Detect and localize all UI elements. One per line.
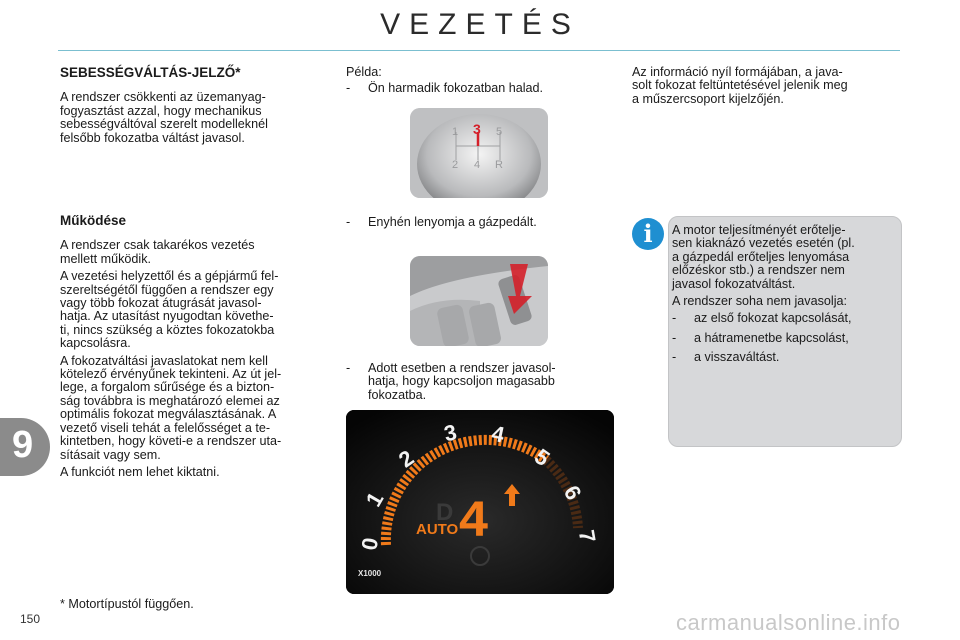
subsection-heading: Működése: [60, 213, 127, 228]
text-line: a műszercsoport kijelzőjén.: [632, 91, 784, 106]
text-line: a gázpedál erőteljes lenyomása: [672, 249, 850, 264]
text-line: ság továbbra is meghatározó elemei az: [60, 393, 280, 408]
text-line: A rendszer csökkenti az üzemanyag-: [60, 90, 266, 105]
middle-column-bottom: [346, 362, 614, 402]
bullet-dash: -: [346, 215, 351, 229]
header-rule: [58, 50, 900, 51]
list-item: [672, 332, 894, 345]
never-label: A rendszer soha nem javasolja:: [672, 294, 848, 309]
paragraph-4: A funkciót nem lehet kiktatni.: [60, 464, 220, 479]
list-item: [346, 362, 614, 402]
gear-label-2: 2: [452, 159, 459, 171]
chapter-number: 9: [12, 424, 34, 466]
middle-column-top: [346, 66, 614, 96]
list-item-text: [368, 362, 614, 402]
list-item-text: a visszaváltást.: [694, 350, 780, 365]
text-line: kapcsolásra.: [60, 336, 131, 351]
text-line: javasol fokozatváltást.: [672, 276, 796, 291]
tach-tick-2: 2: [393, 444, 419, 473]
text-line: vezető viseli tehát a felelősséget a te-: [60, 420, 271, 435]
text-line: fogyasztást azzal, hogy mechanikus: [60, 103, 262, 118]
gear-label-5: 5: [496, 126, 503, 138]
info-box-paragraph: [672, 224, 894, 291]
text-line: sításait vagy sem.: [60, 447, 161, 462]
right-column-intro: [632, 66, 900, 110]
text-line: sebességváltóval szerelt modelleknél: [60, 117, 268, 132]
mode-letter: D: [436, 499, 454, 526]
list-item: [672, 312, 894, 325]
gear-knob-image: [410, 108, 548, 198]
chapter-tab[interactable]: [0, 418, 50, 476]
tach-tick-7: 7: [573, 528, 601, 545]
list-item-text: Ön harmadik fokozatban halad.: [368, 81, 544, 96]
tach-tick-4: 4: [489, 420, 507, 448]
text-line: optimális fokozat megválasztásának. A: [60, 407, 277, 422]
text-line: A vezetési helyzettől és a gépjármű fel-: [60, 269, 279, 284]
list-item-text: Enyhén lenyomja a gázpedált.: [368, 215, 537, 229]
text-line: hatja, hogy kapcsoljon magasabb: [368, 374, 555, 389]
page-title: VEZETÉS: [380, 8, 580, 41]
text-line: hatja. Az utasítást nyugodtan követhe-: [60, 309, 274, 324]
intro-paragraph: [60, 91, 327, 145]
gear-label-1: 1: [452, 126, 459, 138]
text-line: lege, a forgalom sűrűsége és a bizton-: [60, 380, 275, 395]
info-box-content: [672, 224, 894, 365]
pedals-image: [410, 256, 548, 346]
text-line: előzéskor stb.) a rendszer nem: [672, 263, 845, 278]
text-line: A rendszer csak takarékos vezetés: [60, 238, 255, 253]
list-item: [346, 82, 614, 95]
text-line: sen kiaknázó vezetés esetén (pl.: [672, 236, 855, 251]
page-number: 150: [20, 612, 41, 626]
text-line: mellett működik.: [60, 251, 151, 266]
gear-label-3: 3: [473, 121, 481, 137]
gear-label-4: 4: [474, 159, 481, 171]
tach-tick-6: 6: [558, 481, 587, 505]
info-icon: i: [632, 218, 664, 250]
list-item-text: az első fokozat kapcsolását,: [694, 311, 852, 326]
instrument-cluster-image: [346, 410, 614, 594]
tach-tick-1: 1: [360, 487, 389, 511]
paragraph-3: [60, 355, 327, 462]
info-paragraph: [632, 66, 900, 106]
tach-tick-0: 0: [356, 535, 384, 553]
middle-column-mid: [346, 216, 614, 229]
current-gear-display: 4: [458, 493, 490, 552]
tach-tick-5: 5: [529, 443, 555, 472]
text-line: fokozatba.: [368, 387, 427, 402]
left-column-operation: [60, 214, 327, 483]
text-line: kötelező érvényűnek tekinteni. Az út jel-: [60, 367, 282, 382]
tach-tick-3: 3: [441, 419, 459, 447]
text-line: ti, nincs szükség a köztes fokozatokba: [60, 322, 275, 337]
list-item-text: a hátramenetbe kapcsolást,: [694, 330, 849, 345]
gear-label-r: R: [495, 159, 503, 171]
text-line: A motor teljesítményét erőtelje-: [672, 223, 846, 237]
text-line: A fokozatváltási javaslatokat nem kell: [60, 353, 268, 368]
mode-label: AUTO: [416, 521, 459, 538]
text-line: Adott esetben a rendszer javasol-: [368, 361, 556, 375]
bullet-dash: -: [346, 81, 351, 96]
text-line: kintetben, hogy követi-e a rendszer uta-: [60, 434, 282, 449]
bullet-dash: -: [346, 361, 351, 375]
bullet-dash: -: [672, 350, 677, 365]
watermark: carmanualsonline.info: [676, 610, 901, 635]
tach-multiplier: X1000: [358, 569, 382, 578]
paragraph-2: [60, 270, 327, 350]
left-column: [60, 66, 327, 149]
text-line: solt fokozat feltüntetésével jelenik meg: [632, 78, 848, 93]
footnote: * Motortípustól függően.: [60, 597, 194, 611]
text-line: felsőbb fokozatba váltást javasol.: [60, 130, 245, 145]
paragraph-1: [60, 239, 327, 266]
text-line: vagy több fokozat átugrását javasol-: [60, 296, 262, 311]
bullet-dash: -: [672, 311, 677, 326]
list-item: [672, 351, 894, 364]
bullet-dash: -: [672, 330, 677, 345]
list-item: [346, 216, 614, 229]
example-label: Példa:: [346, 65, 382, 79]
text-line: szereltségétől függően a rendszer egy: [60, 282, 274, 297]
text-line: Az információ nyíl formájában, a java-: [632, 65, 843, 79]
section-heading: SEBESSÉGVÁLTÁS-JELZŐ*: [60, 65, 241, 80]
